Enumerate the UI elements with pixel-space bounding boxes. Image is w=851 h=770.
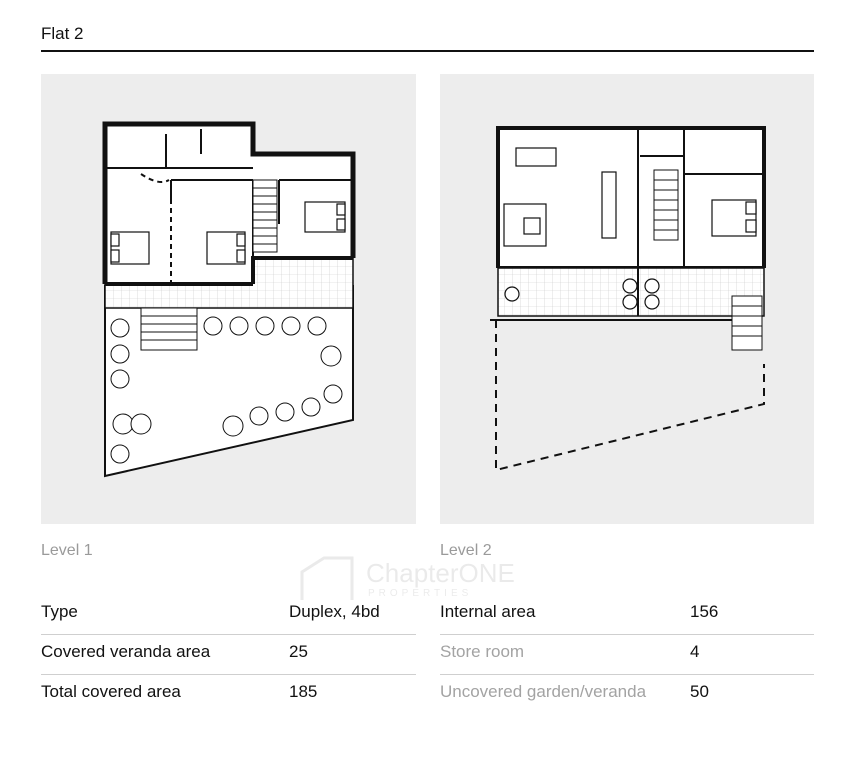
spec-label: Covered veranda area: [41, 642, 211, 661]
spec-value: 185: [289, 682, 318, 701]
spec-label: Internal area: [440, 602, 536, 621]
spec-label: Type: [41, 602, 78, 621]
page-title: Flat 2: [41, 24, 84, 43]
level-2-floor-plan: [440, 74, 814, 524]
spec-row: [41, 634, 416, 675]
spec-value: 25: [289, 642, 308, 661]
spec-label: Total covered area: [41, 682, 181, 701]
level-1-plan-drawing: [41, 74, 416, 524]
spec-value: 50: [690, 682, 709, 701]
spec-row: [41, 674, 416, 714]
spec-row: [440, 674, 814, 714]
spec-row: [41, 594, 416, 635]
level-1-label: Level 1: [41, 542, 93, 559]
watermark-sub: PROPERTIES: [368, 588, 473, 599]
spec-row: [440, 594, 814, 635]
level-2-label: Level 2: [440, 542, 492, 559]
spec-value: Duplex, 4bd: [289, 602, 380, 621]
level-2-plan-drawing: [440, 74, 814, 524]
spec-value: 156: [690, 602, 719, 621]
spec-label: Store room: [440, 642, 525, 661]
spec-label: Uncovered garden/veranda: [440, 682, 647, 701]
spec-value: 4: [690, 642, 700, 661]
watermark-brand: ChapterONE: [366, 558, 515, 588]
level-1-floor-plan: [41, 74, 416, 524]
title-divider: [41, 50, 814, 52]
spec-row: [440, 634, 814, 675]
